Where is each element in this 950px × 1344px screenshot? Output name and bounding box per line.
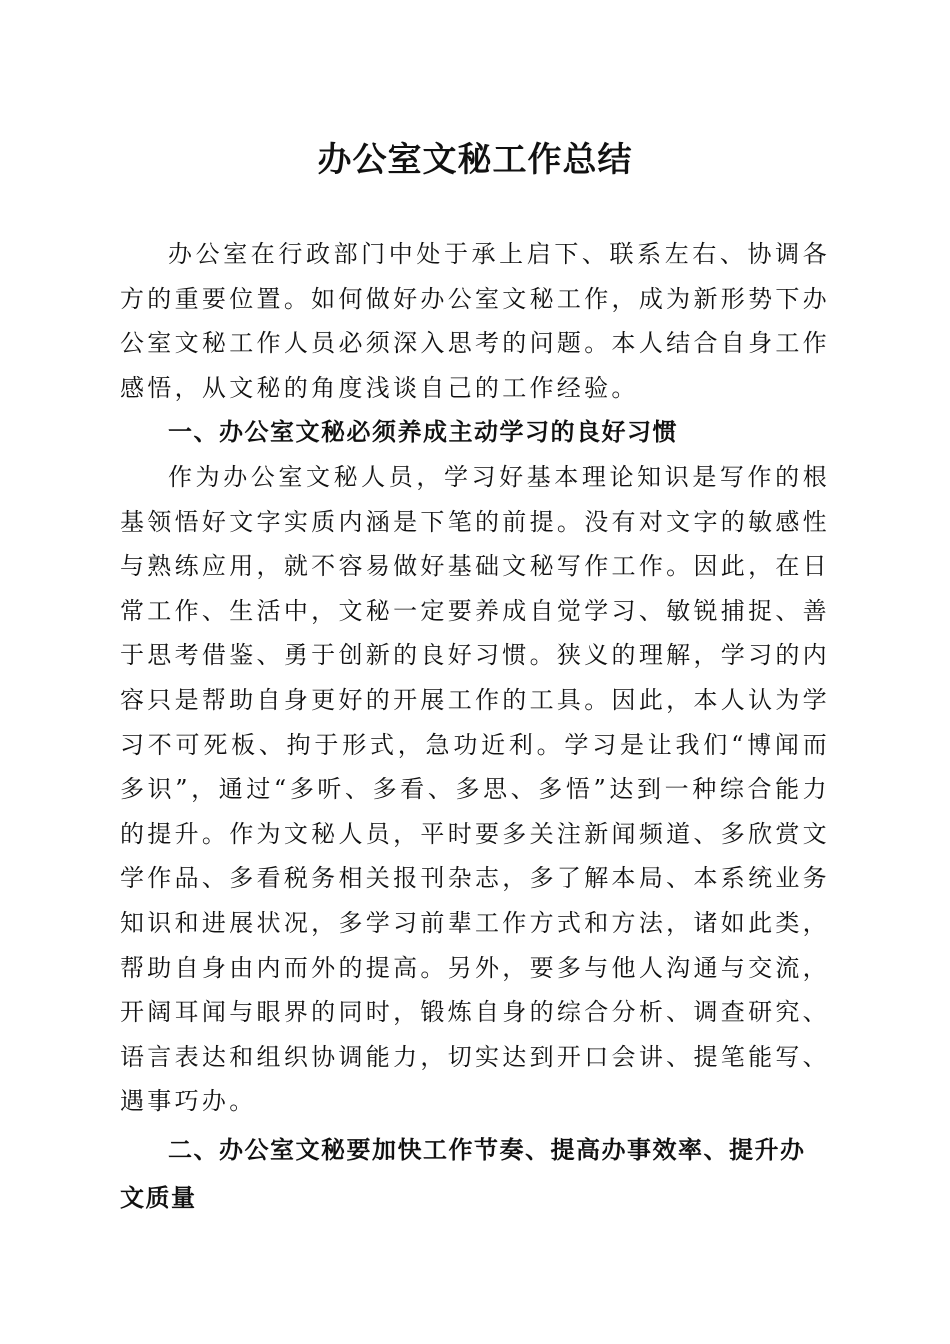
document-body (120, 232, 830, 1222)
section-1-paragraph: 作为办公室文秘人员，学习好基本理论知识是写作的根基领悟好文字实质内涵是下笔的前提。没有对文字的敏感性与熟练应用，就不容易做好基础文秘写作工作。因此，在日常工作、生活中，文秘一定要养成自觉学习、敏锐捕捉、善于思考借鉴、勇于创新的良好习惯。狭义的理解，学习的内容只是帮助自身更好的开展工作的工具。因此，本人认为学习不可死板、拘于形式，急功近利。学习是让我们“博闻而多识”，通过“多听、多看、多思、多悟”达到一种综合能力的提升。作为文秘人员，平时要多关注新闻频道、多欣赏文学作品、多看税务相关报刊杂志，多了解本局、本系统业务知识和进展状况，多学习前辈工作方式和方法，诸如此类，帮助自身由内而外的提高。另外，要多与他人沟通与交流，开阔耳闻与眼界的同时，锻炼自身的综合分析、调查研究、语言表达和组织协调能力，切实达到开口会讲、提笔能写、遇事巧办。 (120, 462, 830, 1116)
section-2-heading: 二、办公室文秘要加快工作节奏、提高办事效率、提升办文质量 (120, 1135, 806, 1212)
section-1-heading: 一、办公室文秘必须养成主动学习的良好习惯 (168, 418, 678, 447)
document-title: 办公室文秘工作总结 (317, 140, 633, 180)
intro-paragraph: 办公室在行政部门中处于承上启下、联系左右、协调各方的重要位置。如何做好办公室文秘工作，成为新形势下办公室文秘工作人员必须深入思考的问题。本人结合自身工作感悟，从文秘的角度浅谈自己的工作经验。 (120, 240, 830, 402)
